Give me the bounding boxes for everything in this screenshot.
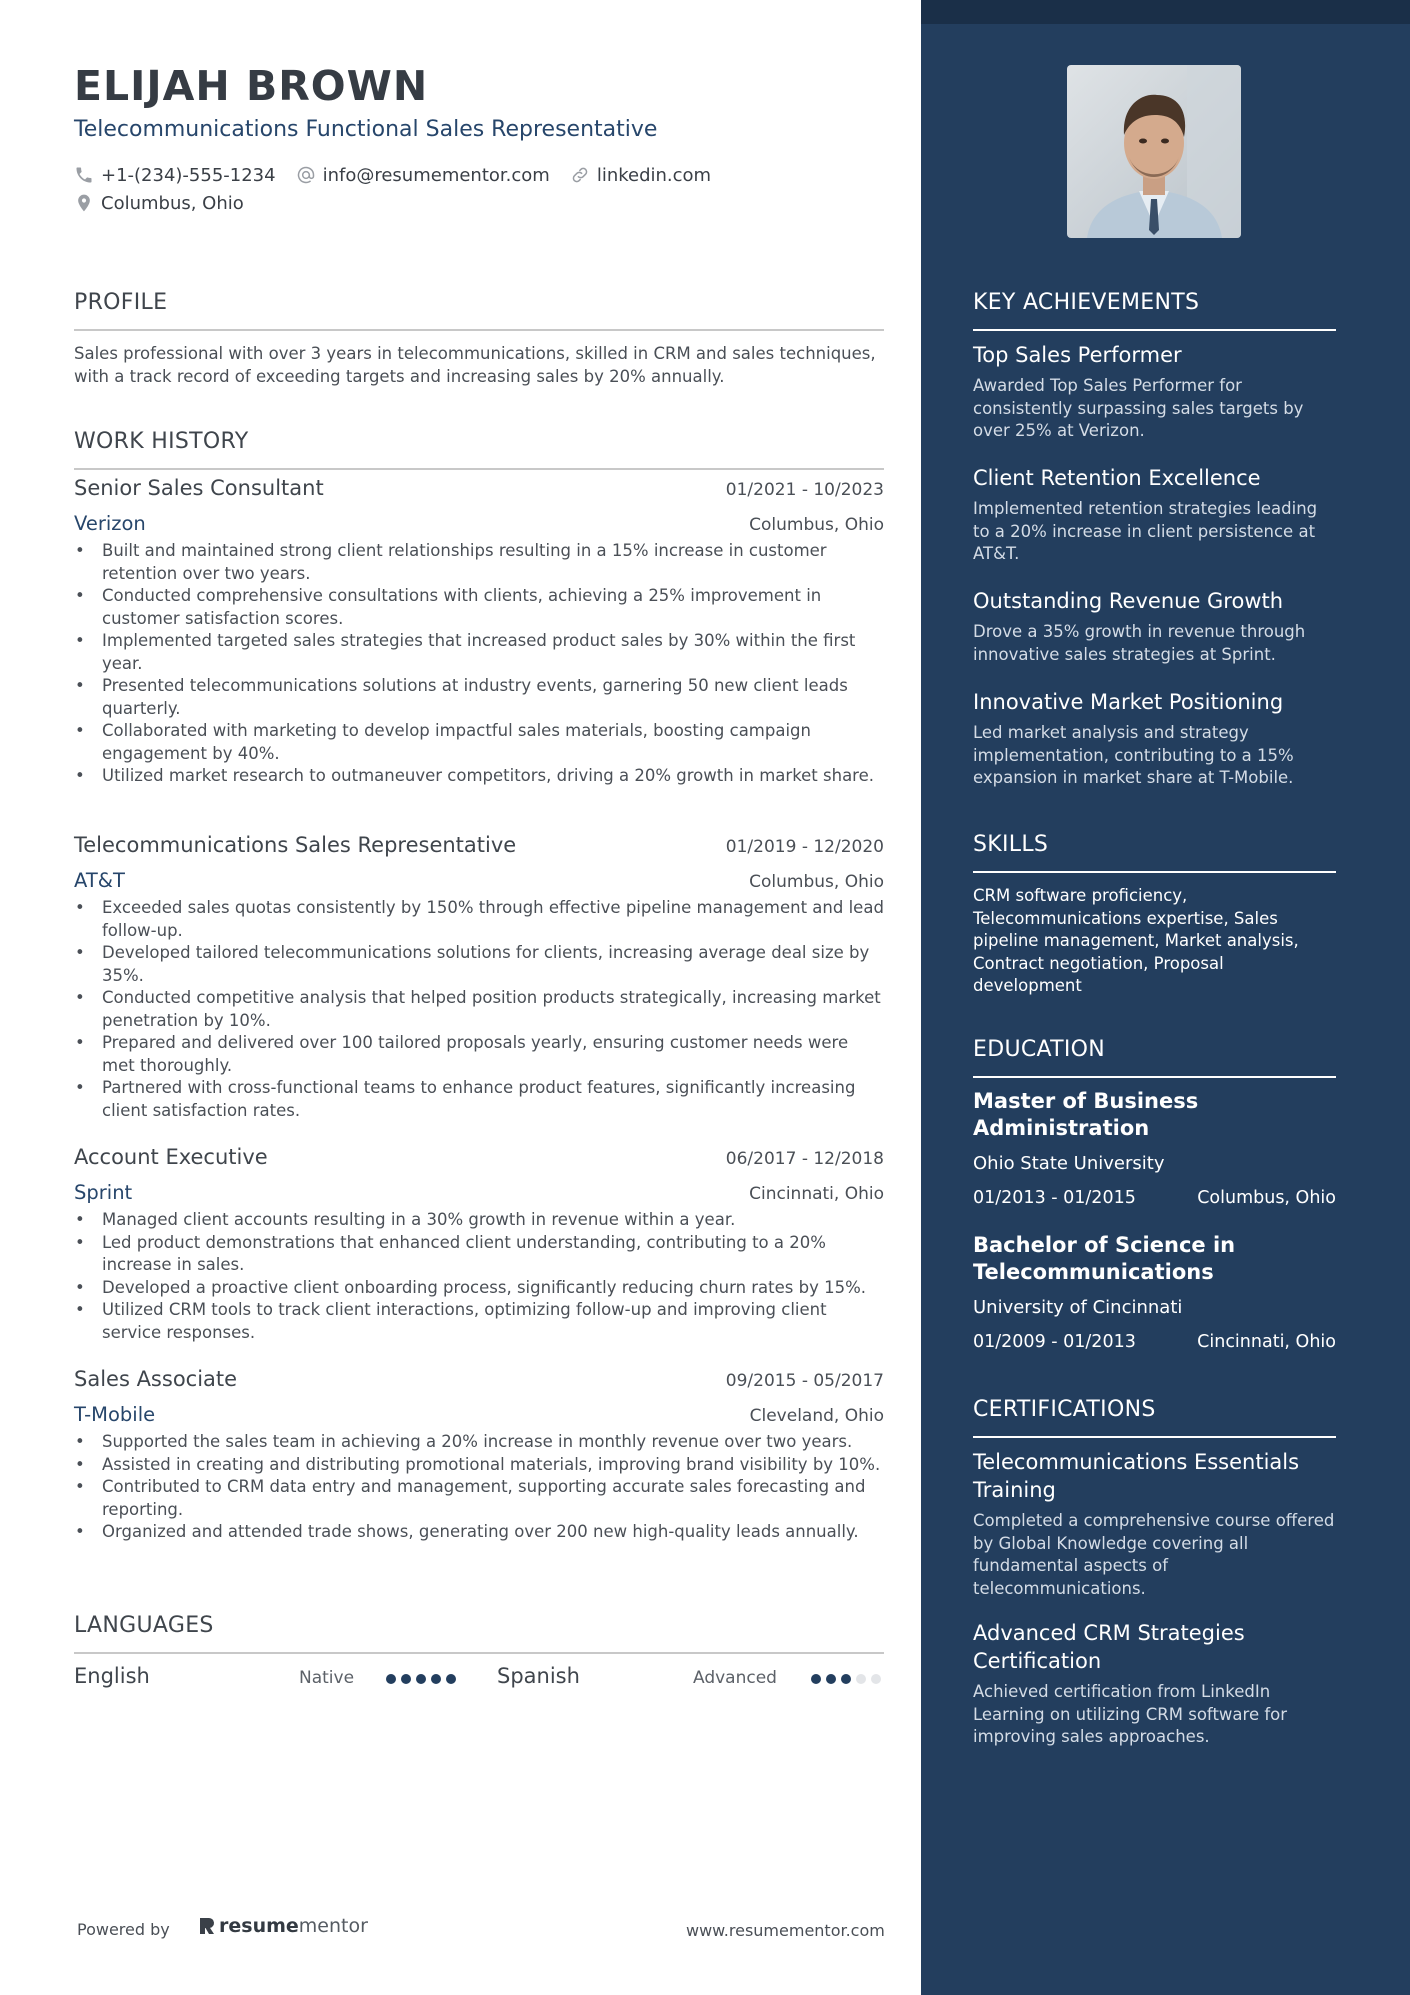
achievement-title: Client Retention Excellence xyxy=(973,466,1261,490)
achievement-title: Outstanding Revenue Growth xyxy=(973,589,1284,613)
achievement-item xyxy=(973,341,1336,443)
logo-text-bold: resume xyxy=(219,1915,299,1937)
job-bullet: • Conducted comprehensive consultations with clients, achieving a 25% improvement in customer satisfaction scores. xyxy=(74,585,884,630)
location-text: Columbus, Ohio xyxy=(101,192,244,214)
job-bullet: • Collaborated with marketing to develop impactful sales materials, boosting campaign engagement by 40%. xyxy=(74,720,884,765)
rating-dot-filled xyxy=(416,1674,426,1684)
phone-icon xyxy=(74,165,94,185)
resumementor-logo[interactable] xyxy=(198,1915,368,1937)
skills-heading: SKILLS xyxy=(973,832,1049,857)
contact-location xyxy=(74,193,244,214)
certifications-heading: CERTIFICATIONS xyxy=(973,1397,1156,1422)
job-bullet: • Supported the sales team in achieving a 20% increase in monthly revenue over two years. xyxy=(74,1431,884,1454)
profile-heading: PROFILE xyxy=(74,290,168,315)
achievement-title: Top Sales Performer xyxy=(973,343,1182,367)
languages-divider xyxy=(74,1652,884,1654)
achievement-title: Innovative Market Positioning xyxy=(973,690,1284,714)
language-name: Spanish xyxy=(497,1664,580,1688)
certification-title: Advanced CRM Strategies Certification xyxy=(973,1621,1245,1673)
education-divider xyxy=(973,1076,1336,1078)
rating-dot-empty xyxy=(856,1674,866,1684)
skills-divider xyxy=(973,871,1336,873)
education-school: University of Cincinnati xyxy=(973,1297,1183,1318)
achievement-desc: Awarded Top Sales Performer for consistently surpassing sales targets by over 25% at Verizon. xyxy=(973,376,1304,440)
job-entry xyxy=(74,833,884,1122)
at-icon xyxy=(296,165,316,185)
rating-dot-filled xyxy=(431,1674,441,1684)
job-bullet: • Organized and attended trade shows, generating over 200 new high-quality leads annually. xyxy=(74,1521,884,1544)
job-dates: 06/2017 - 12/2018 xyxy=(725,1149,884,1169)
education-item xyxy=(973,1232,1336,1352)
profile-text: Sales professional with over 3 years in telecommunications, skilled in CRM and sales techniques, with a track record of exceeding targets and increasing sales by 20% annually. xyxy=(74,344,876,386)
achievement-desc: Implemented retention strategies leading to a 20% increase in client persistence at AT&T. xyxy=(973,499,1318,563)
rating-dot-filled xyxy=(841,1674,851,1684)
language-rating xyxy=(386,1674,461,1684)
job-bullet: • Conducted competitive analysis that helped position products strategically, increasing market penetration by 10%. xyxy=(74,987,884,1032)
job-dates: 01/2021 - 10/2023 xyxy=(725,480,884,500)
job-bullet: • Managed client accounts resulting in a 30% growth in revenue within a year. xyxy=(74,1209,884,1232)
rating-dot-filled xyxy=(401,1674,411,1684)
certification-item xyxy=(973,1619,1336,1749)
sidebar-top-band xyxy=(921,0,1410,24)
job-bullet: • Partnered with cross-functional teams to enhance product features, significantly increasing client satisfaction rates. xyxy=(74,1077,884,1122)
languages-heading: LANGUAGES xyxy=(74,1613,214,1638)
education-location: Cincinnati, Ohio xyxy=(1197,1332,1336,1352)
rating-dot-filled xyxy=(446,1674,456,1684)
job-dates: 09/2015 - 05/2017 xyxy=(725,1371,884,1391)
job-location: Columbus, Ohio xyxy=(749,515,884,535)
languages-list xyxy=(74,1664,884,1694)
logo-text-light: mentor xyxy=(298,1915,368,1937)
job-company: AT&T xyxy=(74,869,125,892)
job-bullet: • Contributed to CRM data entry and management, supporting accurate sales forecasting and reporting. xyxy=(74,1476,884,1521)
certification-desc: Completed a comprehensive course offered by Global Knowledge covering all fundamental aspects of telecommunications. xyxy=(973,1511,1335,1598)
logo-mark-icon xyxy=(198,1916,216,1936)
contact-linkedin[interactable] xyxy=(570,165,711,186)
skills-text: CRM software proficiency, Telecommunications expertise, Sales pipeline management, Market analysis, Contract negotiation, Proposal development xyxy=(973,886,1299,995)
contact-email[interactable] xyxy=(296,165,550,186)
location-pin-icon xyxy=(74,193,94,213)
achievements-divider xyxy=(973,329,1336,331)
certification-desc: Achieved certification from LinkedIn Learning on utilizing CRM software for improving sales approaches. xyxy=(973,1682,1288,1746)
job-bullet: • Prepared and delivered over 100 tailored proposals yearly, ensuring customer needs were met thoroughly. xyxy=(74,1032,884,1077)
education-degree: Master of Business Administration xyxy=(973,1089,1199,1140)
education-dates: 01/2013 - 01/2015 xyxy=(973,1188,1136,1208)
achievement-item xyxy=(973,688,1336,790)
rating-dot-filled xyxy=(386,1674,396,1684)
certification-title: Telecommunications Essentials Training xyxy=(973,1450,1300,1502)
candidate-title: Telecommunications Functional Sales Representative xyxy=(74,117,658,142)
job-dates: 01/2019 - 12/2020 xyxy=(725,837,884,857)
link-icon xyxy=(570,165,590,185)
achievement-desc: Led market analysis and strategy implementation, contributing to a 15% expansion in market share at T-Mobile. xyxy=(973,723,1294,787)
job-bullet: • Utilized market research to outmaneuver competitors, driving a 20% growth in market share. xyxy=(74,765,884,788)
language-rating xyxy=(811,1674,886,1684)
job-entry xyxy=(74,1145,884,1344)
job-location: Columbus, Ohio xyxy=(749,872,884,892)
candidate-name: ELIJAH BROWN xyxy=(74,62,429,110)
job-bullet: • Implemented targeted sales strategies that increased product sales by 30% within the first year. xyxy=(74,630,884,675)
rating-dot-empty xyxy=(871,1674,881,1684)
achievement-item xyxy=(973,587,1336,666)
work-history-divider xyxy=(74,468,884,470)
achievements-heading: KEY ACHIEVEMENTS xyxy=(973,290,1200,315)
job-bullet: • Assisted in creating and distributing promotional materials, improving brand visibility by 10%. xyxy=(74,1454,884,1477)
job-title: Telecommunications Sales Representative xyxy=(74,833,517,857)
job-title: Account Executive xyxy=(74,1145,268,1169)
language-level: Native xyxy=(299,1668,355,1688)
education-school: Ohio State University xyxy=(973,1153,1165,1174)
language-name: English xyxy=(74,1664,150,1688)
certifications-divider xyxy=(973,1436,1336,1438)
education-dates: 01/2009 - 01/2013 xyxy=(973,1332,1136,1352)
achievement-desc: Drove a 35% growth in revenue through innovative sales strategies at Sprint. xyxy=(973,622,1306,664)
rating-dot-filled xyxy=(811,1674,821,1684)
job-bullet: • Utilized CRM tools to track client interactions, optimizing follow-up and improving client service responses. xyxy=(74,1299,884,1344)
job-company: T-Mobile xyxy=(74,1403,156,1426)
education-degree: Bachelor of Science in Telecommunications xyxy=(973,1233,1236,1284)
linkedin-text: linkedin.com xyxy=(596,164,712,186)
job-company: Verizon xyxy=(74,512,146,535)
job-bullet: • Led product demonstrations that enhanced client understanding, contributing to a 20% increase in sales. xyxy=(74,1232,884,1277)
powered-by-label: Powered by xyxy=(77,1920,170,1939)
job-entry xyxy=(74,476,884,788)
job-location: Cleveland, Ohio xyxy=(749,1406,884,1426)
profile-photo xyxy=(1067,65,1241,238)
job-bullet: • Presented telecommunications solutions at industry events, garnering 50 new client leads quarterly. xyxy=(74,675,884,720)
job-bullet: • Built and maintained strong client relationships resulting in a 15% increase in customer retention over two years. xyxy=(74,540,884,585)
rating-dot-filled xyxy=(826,1674,836,1684)
job-company: Sprint xyxy=(74,1181,133,1204)
education-heading: EDUCATION xyxy=(973,1037,1106,1062)
contact-phone[interactable] xyxy=(74,165,276,186)
job-title: Senior Sales Consultant xyxy=(74,476,324,500)
language-level: Advanced xyxy=(693,1668,777,1688)
job-bullet: • Developed tailored telecommunications solutions for clients, increasing average deal size by 35%. xyxy=(74,942,884,987)
job-bullet: • Exceeded sales quotas consistently by 150% through effective pipeline management and lead follow-up. xyxy=(74,897,884,942)
footer-url[interactable]: www.resumementor.com xyxy=(686,1921,885,1940)
work-history-heading: WORK HISTORY xyxy=(74,429,249,454)
contact-info xyxy=(74,161,854,217)
email-text: info@resumementor.com xyxy=(322,164,550,186)
job-entry xyxy=(74,1367,884,1544)
job-title: Sales Associate xyxy=(74,1367,238,1391)
job-location: Cincinnati, Ohio xyxy=(749,1184,884,1204)
profile-divider xyxy=(74,329,884,331)
phone-text: +1-(234)-555-1234 xyxy=(101,164,276,186)
education-item xyxy=(973,1088,1336,1208)
achievement-item xyxy=(973,464,1336,566)
job-bullet: • Developed a proactive client onboarding process, significantly reducing churn rates by 15%. xyxy=(74,1277,884,1300)
education-location: Columbus, Ohio xyxy=(1197,1188,1336,1208)
certification-item xyxy=(973,1448,1336,1600)
